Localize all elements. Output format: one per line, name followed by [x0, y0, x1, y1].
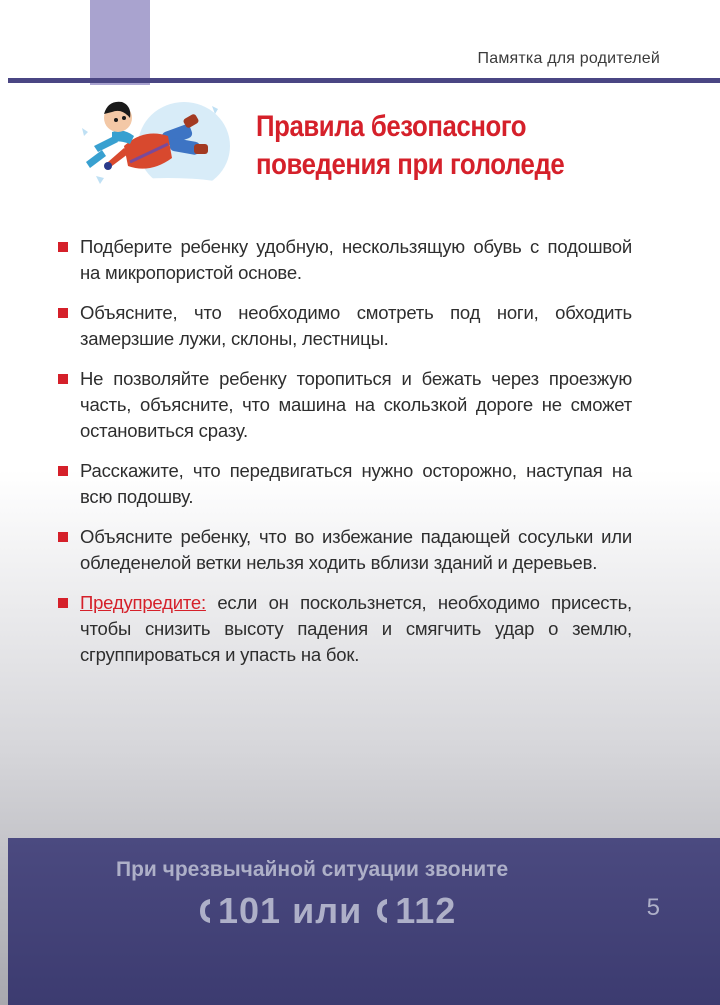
- rule-item: [58, 300, 632, 352]
- warning-word: Предупредите:: [80, 592, 206, 613]
- rule-item: [58, 458, 632, 510]
- bullet-square: [58, 466, 68, 476]
- rule-item: [58, 366, 632, 444]
- rule-item: [58, 524, 632, 576]
- emergency-number-101: 101: [218, 890, 282, 931]
- title-line-1: Правила безопасного: [256, 110, 527, 143]
- rule-item: [58, 234, 632, 286]
- rule-text: Объясните, что необходимо смотреть под ноги, обходить замерзшие лужи, склоны, лестницы.: [80, 302, 632, 349]
- rule-text: Объясните ребенку, что во избежание падающей сосульки или обледенелой ветки нельзя ходить вблизи зданий и деревьев.: [80, 526, 632, 573]
- phone-icon: [373, 893, 391, 929]
- numbers-separator: или: [281, 890, 374, 931]
- emergency-number-112: 112: [395, 890, 457, 931]
- bullet-square: [58, 242, 68, 252]
- header-rule: [8, 78, 720, 83]
- rules-list: [58, 234, 632, 682]
- bullet-square: [58, 374, 68, 384]
- bullet-square: [58, 308, 68, 318]
- header-label: Памятка для родителей: [477, 50, 660, 67]
- rule-item: [58, 590, 632, 668]
- rule-text: Не позволяйте ребенку торопиться и бежать через проезжую часть, объясните, что машина на скользкой дороге не сможет остановиться сразу.: [80, 368, 632, 441]
- header-tab: [90, 0, 150, 85]
- rule-text: если он поскользнется, необходимо присесть, чтобы снизить высоту падения и смягчить удар о землю, сгруппироваться и упасть на бок.: [80, 592, 632, 665]
- bullet-square: [58, 532, 68, 542]
- phone-icon: [196, 893, 214, 929]
- emergency-footer: [8, 838, 720, 1005]
- emergency-text: При чрезвычайной ситуации звоните: [116, 858, 509, 881]
- page-title: [256, 108, 564, 184]
- emergency-numbers: [196, 890, 456, 932]
- rule-text: Расскажите, что передвигаться нужно осторожно, наступая на всю подошву.: [80, 460, 632, 507]
- rule-text: Подберите ребенку удобную, нескользящую обувь с подошвой на микропористой основе.: [80, 236, 632, 283]
- title-line-2: поведения при гололеде: [256, 148, 565, 181]
- page-number: 5: [646, 894, 660, 921]
- bullet-square: [58, 598, 68, 608]
- child-slipping-illustration: [72, 88, 232, 200]
